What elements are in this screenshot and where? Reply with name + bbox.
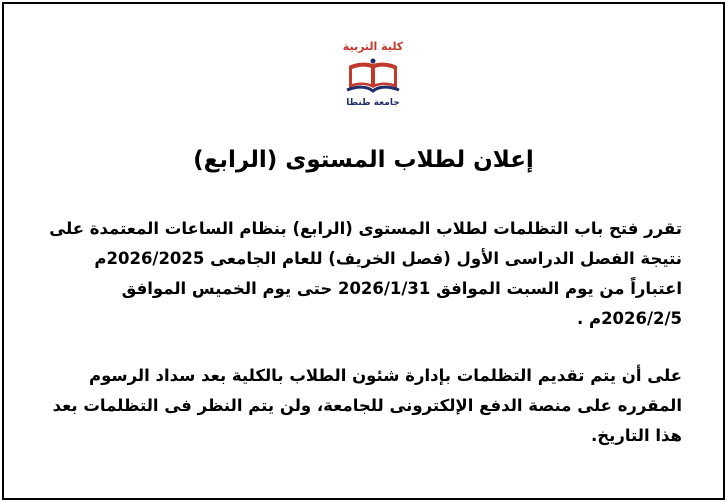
paragraph-1-line-3: اعتباراً من يوم السبت الموافق 2026/1/31 حتى يوم الخميس الموافق xyxy=(121,279,682,298)
paragraph-1-line-1: تقرر فتح باب التظلمات لطلاب المستوى (الرابع) بنظام الساعات المعتمدة على xyxy=(49,219,682,238)
open-book-icon xyxy=(343,58,403,98)
announcement-title: إعلان لطلاب المستوى (الرابع) xyxy=(193,147,534,173)
paragraph-2-line-3: هذا التاريخ. xyxy=(590,426,682,445)
paragraph-2-line-2 xyxy=(44,391,682,421)
paragraph-1-line-4: 2026/2/5م . xyxy=(576,309,682,328)
announcement-paragraph-2 xyxy=(44,361,682,451)
faculty-logo xyxy=(338,40,408,110)
paragraph-2-line-1: على أن يتم تقديم التظلمات بإدارة شئون الطلاب بالكلية بعد سداد الرسوم xyxy=(88,366,682,385)
paragraph-1-line-2: نتيجة الفصل الدراسى الأول (فصل الخريف) للعام الجامعى 2026/2025م xyxy=(94,249,682,268)
paragraph-2-emphasis: ولن يتم النظر فى التظلمات بعد xyxy=(52,396,312,415)
logo-faculty-name: كلية التربية xyxy=(342,40,404,53)
logo-university-name: جامعة طنطا xyxy=(346,98,400,108)
announcement-paragraph-1 xyxy=(44,214,682,334)
paragraph-2-line-2-text: المقرره على منصة الدفع الإلكترونى للجامعة، xyxy=(311,396,682,415)
